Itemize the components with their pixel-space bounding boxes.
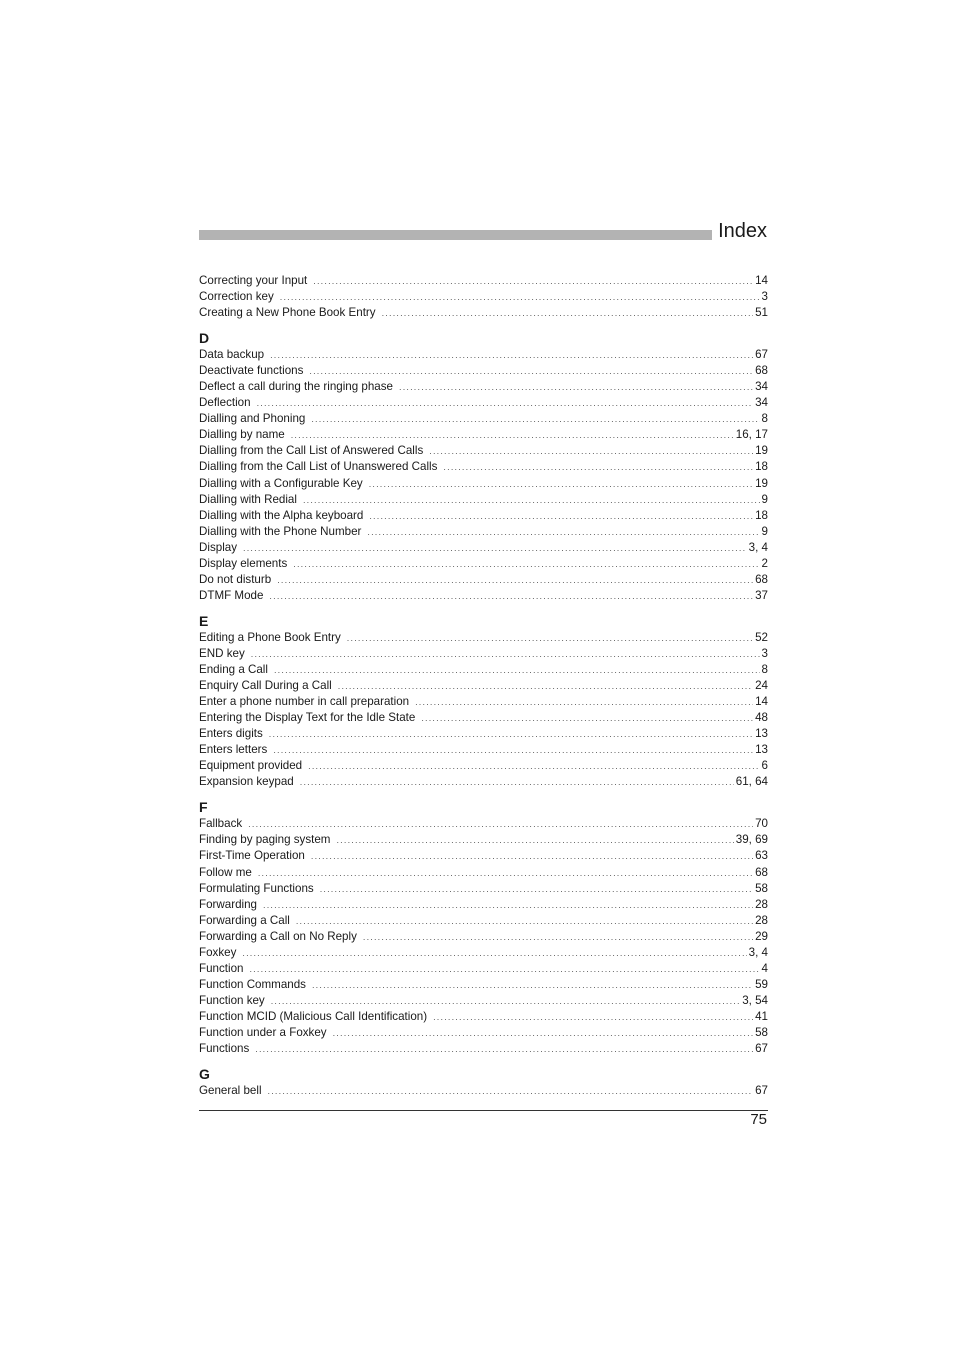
dot-leader (363, 929, 753, 945)
entry-term: Function key (199, 993, 265, 1007)
index-entry (199, 913, 768, 929)
index-entry (199, 476, 768, 492)
entry-term: First-Time Operation (199, 849, 305, 863)
dot-leader (293, 556, 759, 572)
entry-pages: 39, 69 (735, 833, 768, 847)
entry-pages: 13 (755, 743, 768, 757)
index-entry (199, 710, 768, 726)
header-bar (199, 230, 712, 240)
entry-pages: 9 (761, 492, 768, 506)
entry-term: Ending a Call (199, 662, 268, 676)
index-entry (199, 865, 768, 881)
index-entry (199, 662, 768, 678)
dot-leader (296, 913, 753, 929)
index-entry (199, 678, 768, 694)
index-entry (199, 395, 768, 411)
entry-pages: 48 (755, 711, 768, 725)
dot-leader (311, 411, 759, 427)
dot-leader (443, 459, 753, 475)
dot-leader (300, 774, 734, 790)
index-group (199, 273, 768, 321)
index-entry (199, 816, 768, 832)
entry-pages: 68 (755, 865, 768, 879)
entry-term: Dialling and Phoning (199, 412, 306, 426)
footer-rule (199, 1110, 768, 1111)
entry-term: Editing a Phone Book Entry (199, 630, 341, 644)
entry-term: Dialling with the Phone Number (199, 524, 362, 538)
dot-leader (308, 758, 759, 774)
dot-leader (269, 588, 753, 604)
dot-leader (273, 742, 753, 758)
index-entry (199, 832, 768, 848)
entry-term: Entering the Display Text for the Idle State (199, 711, 416, 725)
entry-term: Fallback (199, 817, 243, 831)
index-entry (199, 993, 768, 1009)
dot-leader (415, 694, 753, 710)
entry-term: Functions (199, 1042, 250, 1056)
index-entry (199, 556, 768, 572)
section-letter: D (199, 330, 210, 347)
index-entry (199, 961, 768, 977)
entry-pages: 18 (755, 508, 768, 522)
entry-term: Enter a phone number in call preparation (199, 695, 410, 709)
index-entry (199, 646, 768, 662)
entry-term: Do not disturb (199, 572, 272, 586)
dot-leader (311, 848, 753, 864)
entry-pages: 41 (755, 1009, 768, 1023)
dot-leader (347, 630, 753, 646)
entry-pages: 61, 64 (735, 775, 768, 789)
entry-pages: 14 (755, 695, 768, 709)
dot-leader (429, 443, 753, 459)
entry-term: Enters letters (199, 743, 268, 757)
index-entry (199, 273, 768, 289)
entry-term: Dialling from the Call List of Unanswered Calls (199, 460, 438, 474)
dot-leader (367, 524, 759, 540)
dot-leader (270, 347, 753, 363)
page-number: 75 (750, 1111, 767, 1128)
entry-pages: 67 (755, 1042, 768, 1056)
entry-term: Correcting your Input (199, 274, 308, 287)
entry-pages: 58 (755, 1025, 768, 1039)
entry-term: Formulating Functions (199, 881, 314, 895)
dot-leader (274, 662, 760, 678)
index-entry (199, 897, 768, 913)
entry-pages: 3 (761, 290, 768, 304)
entry-term: Enters digits (199, 727, 263, 741)
index-entry (199, 540, 768, 556)
dot-leader (242, 945, 746, 961)
entry-pages: 8 (761, 662, 768, 676)
dot-leader (336, 832, 733, 848)
entry-pages: 16, 17 (735, 428, 768, 442)
entry-pages: 8 (761, 412, 768, 426)
entry-term: Foxkey (199, 945, 237, 959)
section-letter: E (199, 612, 209, 629)
dot-leader (258, 865, 753, 881)
entry-term: Follow me (199, 865, 252, 879)
entry-pages: 34 (755, 396, 768, 410)
entry-pages: 3 (761, 646, 768, 660)
entry-pages: 6 (761, 759, 768, 773)
dot-leader (399, 379, 753, 395)
entry-term: Deflect a call during the ringing phase (199, 380, 393, 394)
entry-term: Equipment provided (199, 759, 303, 773)
entry-term: DTMF Mode (199, 588, 264, 602)
entry-pages: 58 (755, 881, 768, 895)
entry-pages: 3, 54 (742, 993, 768, 1007)
dot-leader (243, 540, 747, 556)
dot-leader (333, 1025, 753, 1041)
index-entry (199, 630, 768, 646)
entry-pages: 13 (755, 727, 768, 741)
entry-pages: 24 (755, 679, 768, 693)
entry-pages: 18 (755, 460, 768, 474)
index-entry (199, 305, 768, 321)
entry-term: Deactivate functions (199, 364, 304, 378)
dot-leader (421, 710, 753, 726)
dot-leader (280, 289, 760, 305)
entry-pages: 52 (755, 630, 768, 644)
entry-term: END key (199, 646, 245, 660)
dot-leader (312, 977, 753, 993)
dot-leader (369, 476, 753, 492)
entry-term: Dialling by name (199, 428, 285, 442)
entry-term: Display elements (199, 556, 288, 570)
dot-leader (313, 273, 753, 289)
entry-term: Function under a Foxkey (199, 1025, 327, 1039)
index-entry (199, 492, 768, 508)
index-entry (199, 1025, 768, 1041)
entry-pages: 67 (755, 348, 768, 362)
entry-term: Function MCID (Malicious Call Identification) (199, 1009, 428, 1023)
entry-pages: 28 (755, 913, 768, 927)
index-entry (199, 848, 768, 864)
index-entry (199, 588, 768, 604)
index-entry (199, 459, 768, 475)
entry-pages: 29 (755, 929, 768, 943)
dot-leader (255, 1041, 753, 1057)
entry-term: Data backup (199, 348, 265, 362)
entry-pages: 19 (755, 476, 768, 490)
index-entry (199, 572, 768, 588)
entry-pages: 63 (755, 849, 768, 863)
index-entry (199, 945, 768, 961)
entry-term: Correction key (199, 290, 274, 304)
index-entry (199, 881, 768, 897)
dot-leader (369, 508, 753, 524)
entry-term: Expansion keypad (199, 775, 294, 789)
index-entry (199, 289, 768, 305)
index-entry (199, 758, 768, 774)
index-entry (199, 524, 768, 540)
index-entry (199, 1041, 768, 1057)
dot-leader (268, 1083, 754, 1099)
index-entry (199, 774, 768, 790)
entry-pages: 3, 4 (748, 540, 768, 554)
section-letter: G (199, 1066, 210, 1083)
dot-leader (249, 961, 759, 977)
index-entry (199, 508, 768, 524)
index-entry (199, 977, 768, 993)
index-entry (199, 443, 768, 459)
entry-pages: 4 (761, 961, 768, 975)
index-entry (199, 726, 768, 742)
dot-leader (320, 881, 753, 897)
entry-pages: 68 (755, 572, 768, 586)
dot-leader (257, 395, 754, 411)
entry-pages: 51 (755, 306, 768, 320)
index-entry (199, 379, 768, 395)
index-entry (199, 1083, 768, 1099)
entry-term: Function (199, 961, 244, 975)
entry-term: Forwarding (199, 897, 257, 911)
index-entry (199, 411, 768, 427)
entry-term: Forwarding a Call on No Reply (199, 929, 357, 943)
index-list (199, 273, 768, 1099)
entry-term: Finding by paging system (199, 833, 331, 847)
entry-pages: 2 (761, 556, 768, 570)
dot-leader (433, 1009, 753, 1025)
entry-term: General bell (199, 1084, 262, 1098)
section-letter: F (199, 799, 208, 816)
dot-leader (309, 363, 753, 379)
entry-pages: 28 (755, 897, 768, 911)
index-entry (199, 742, 768, 758)
entry-term: Creating a New Phone Book Entry (199, 306, 376, 320)
dot-leader (382, 305, 754, 321)
index-group (199, 1065, 768, 1099)
dot-leader (271, 993, 740, 1009)
dot-leader (303, 492, 760, 508)
entry-term: Enquiry Call During a Call (199, 679, 332, 693)
entry-term: Forwarding a Call (199, 913, 290, 927)
dot-leader (248, 816, 753, 832)
dot-leader (277, 572, 753, 588)
entry-term: Dialling with a Configurable Key (199, 476, 363, 490)
entry-pages: 3, 4 (748, 945, 768, 959)
index-entry (199, 1009, 768, 1025)
entry-term: Deflection (199, 396, 251, 410)
entry-term: Dialling from the Call List of Answered Calls (199, 444, 424, 458)
entry-pages: 67 (755, 1084, 768, 1098)
page-title: Index (718, 220, 767, 242)
entry-pages: 37 (755, 588, 768, 602)
entry-pages: 59 (755, 977, 768, 991)
index-entry (199, 347, 768, 363)
index-group (199, 329, 768, 604)
entry-term: Dialling with the Alpha keyboard (199, 508, 364, 522)
entry-pages: 9 (761, 524, 768, 538)
index-entry (199, 363, 768, 379)
index-group (199, 612, 768, 790)
entry-pages: 70 (755, 817, 768, 831)
entry-pages: 68 (755, 364, 768, 378)
entry-term: Dialling with Redial (199, 492, 297, 506)
entry-pages: 34 (755, 380, 768, 394)
dot-leader (269, 726, 753, 742)
dot-leader (263, 897, 753, 913)
index-entry (199, 929, 768, 945)
entry-pages: 14 (755, 274, 768, 287)
index-entry (199, 427, 768, 443)
dot-leader (338, 678, 753, 694)
entry-pages: 19 (755, 444, 768, 458)
index-entry (199, 694, 768, 710)
index-group (199, 798, 768, 1057)
entry-term: Function Commands (199, 977, 306, 991)
dot-leader (291, 427, 734, 443)
dot-leader (251, 646, 760, 662)
entry-term: Display (199, 540, 238, 554)
